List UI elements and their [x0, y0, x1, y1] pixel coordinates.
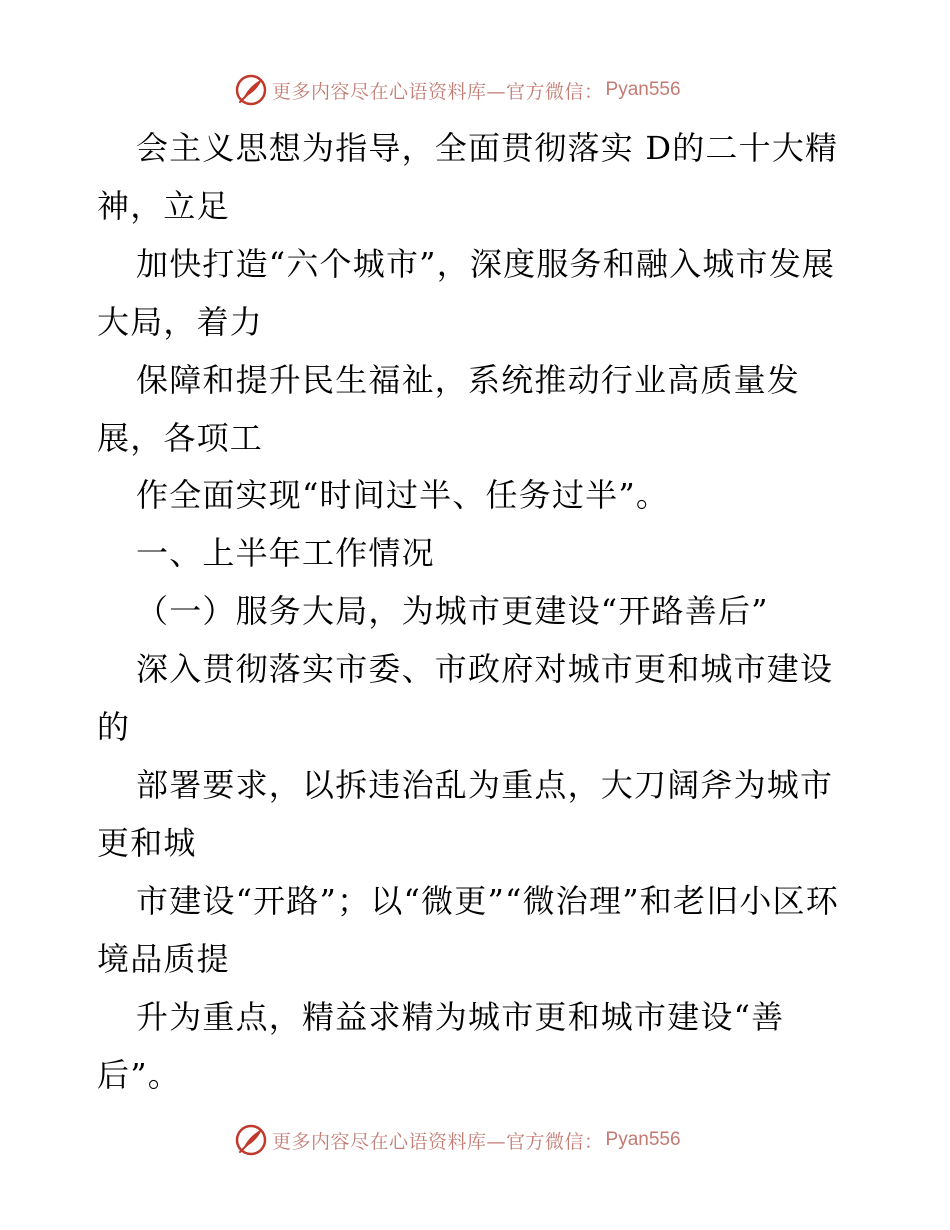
footer-watermark — [234, 1123, 681, 1157]
watermark-wechat-id: Pyan556 — [605, 1129, 681, 1150]
paragraph: 作全面实现“时间过半、任务过半”。 — [136, 476, 670, 515]
subsection-heading: （一）服务大局，为城市更建设“开路善后” — [136, 592, 769, 631]
header-watermark — [234, 73, 681, 107]
paragraph: 市建设“开路”；以“微更”“微治理”和老旧小区环境品质提 — [97, 881, 839, 978]
paragraph: 升为重点，精益求精为城市更和城市建设“善后”。 — [97, 997, 785, 1094]
feather-quill-logo-icon — [234, 1123, 268, 1157]
paragraph: 部署要求，以拆违治乱为重点，大刀阔斧为城市更和城 — [97, 765, 834, 862]
paragraph: 加快打造“六个城市”，深度服务和融入城市发展大局，着力 — [97, 244, 836, 341]
section-heading: 一、上半年工作情况 — [136, 534, 435, 573]
paragraph: 会主义思想为指导，全面贯彻落实 D的二十大精神，立足 — [97, 129, 839, 225]
feather-quill-logo-icon — [234, 73, 268, 107]
watermark-wechat-id: Pyan556 — [605, 79, 681, 100]
paragraph: 保障和提升民生福祉，系统推动行业高质量发展，各项工 — [97, 360, 801, 457]
watermark-text: 更多内容尽在心语资料库—官方微信： — [272, 80, 604, 103]
paragraph: 深入贯彻落实市委、市政府对城市更和城市建设的 — [97, 650, 834, 747]
watermark-text: 更多内容尽在心语资料库—官方微信： — [272, 1130, 604, 1153]
document-body — [97, 120, 857, 1104]
